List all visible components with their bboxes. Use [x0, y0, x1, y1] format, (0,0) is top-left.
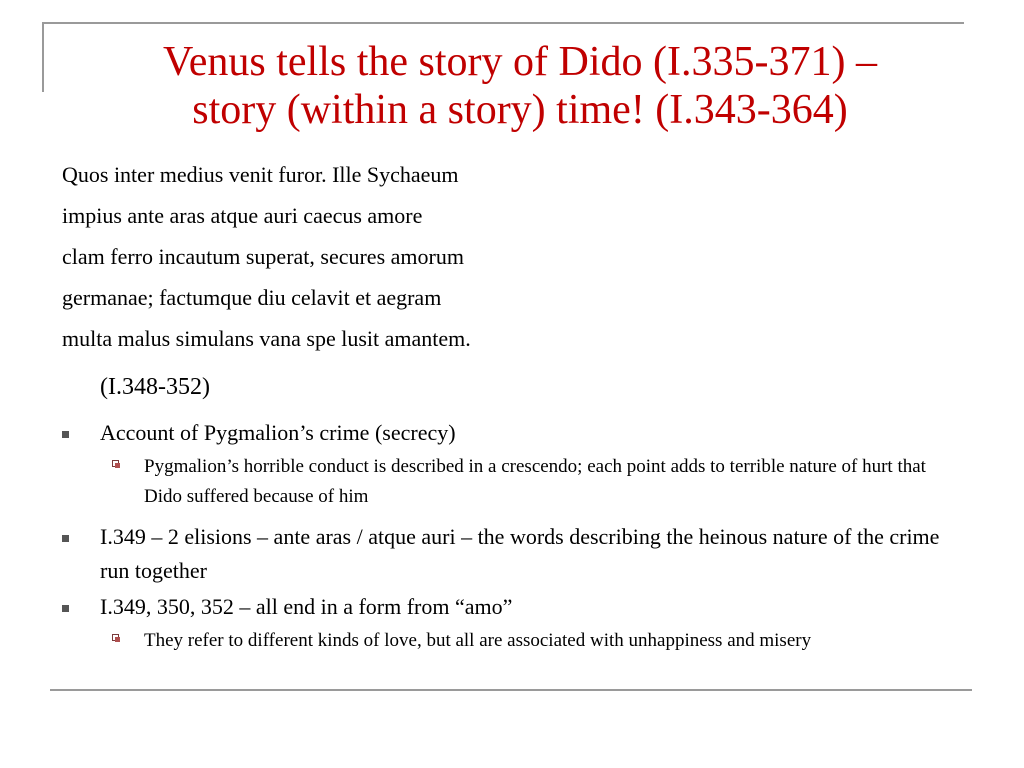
sub-bullet-item	[144, 452, 962, 512]
hollow-square-bullet-icon	[112, 460, 119, 467]
title-line-2: story (within a story) time! (I.343-364)	[192, 87, 848, 133]
poem-line: impius ante aras atque auri caecus amore	[62, 203, 423, 228]
poem-line: multa malus simulans vana spe lusit amantem.	[62, 326, 471, 351]
bullet-text: I.349 – 2 elisions – ante aras / atque auri – the words describing the heinous nature of the crime run together	[100, 524, 940, 583]
sub-bullet-text: Pygmalion’s horrible conduct is described in a crescendo; each point adds to terrible nature of hurt that Dido suffered because of him	[144, 456, 926, 507]
poem-line: germanae; factumque diu celavit et aegram	[62, 285, 442, 310]
hollow-square-bullet-icon	[112, 634, 119, 641]
bullet-item	[62, 520, 962, 588]
bullet-list	[62, 416, 962, 664]
sub-bullet-text: They refer to different kinds of love, but all are associated with unhappiness and misery	[144, 630, 812, 651]
square-bullet-icon	[62, 605, 69, 612]
bullet-text: Account of Pygmalion’s crime (secrecy)	[100, 420, 456, 445]
bullet-item	[62, 590, 962, 624]
bullet-text: I.349, 350, 352 – all end in a form from “amo”	[100, 594, 513, 619]
square-bullet-icon	[62, 431, 69, 438]
title-line-1: Venus tells the story of Dido (I.335-371) –	[163, 39, 877, 85]
frame-left-line	[42, 22, 44, 92]
sub-bullet-item	[144, 626, 962, 656]
frame-bottom-line	[50, 689, 972, 691]
slide-title	[60, 38, 980, 134]
bullet-item	[62, 416, 962, 450]
square-bullet-icon	[62, 535, 69, 542]
frame-top-line	[42, 22, 964, 24]
poem-line: Quos inter medius venit furor. Ille Sychaeum	[62, 162, 459, 187]
poem-line: clam ferro incautum superat, secures amorum	[62, 244, 464, 269]
passage-citation: (I.348-352)	[100, 374, 210, 400]
latin-passage	[62, 162, 962, 367]
